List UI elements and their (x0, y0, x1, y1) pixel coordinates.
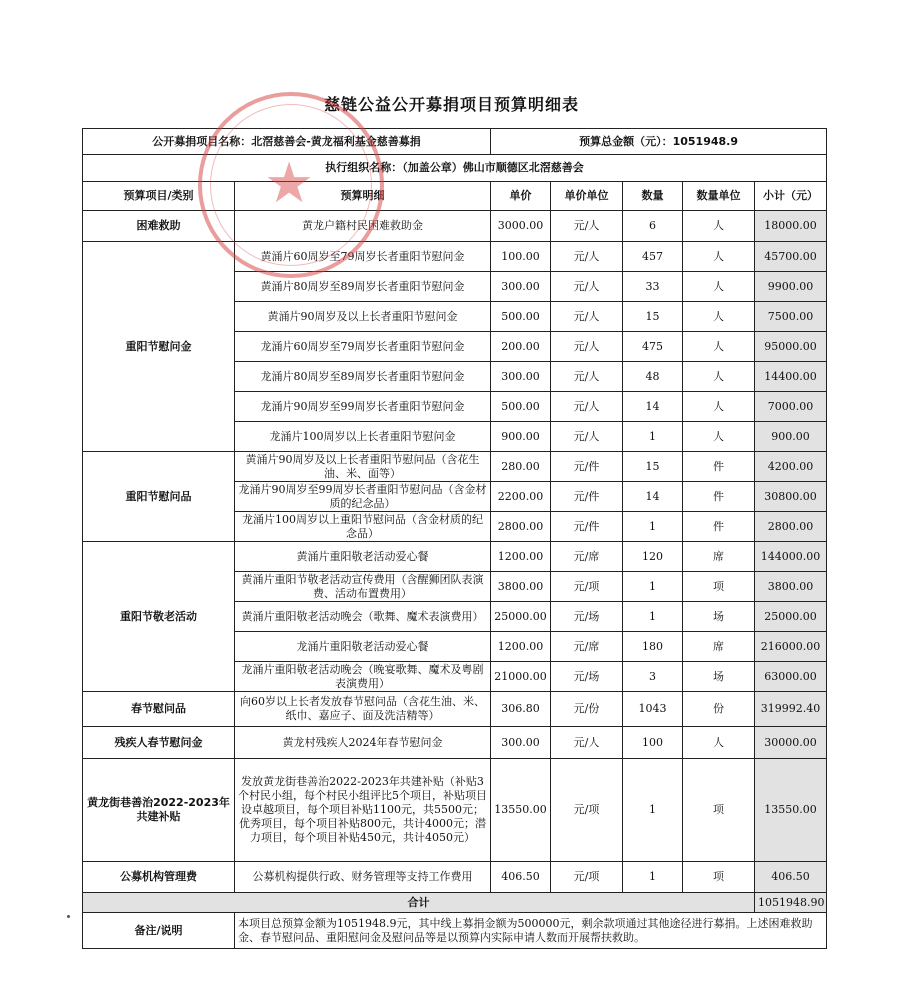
category-cell: 困难救助 (83, 211, 235, 242)
price-unit-cell: 元/席 (551, 542, 623, 572)
price-unit-cell: 元/人 (551, 332, 623, 362)
detail-cell: 黄涌片重阳节敬老活动宣传费用（含醒狮团队表演费、活动布置费用） (235, 572, 491, 602)
detail-cell: 发放黄龙街巷善治2022-2023年共建补贴（补贴3个村民小组，每个村民小组评比5个项目，补贴项目设卓越项目，每个项目补贴1100元，共5500元；优秀项目，每个项目补贴800元，共计4000元；潜力项目，每个项目补贴450元，共计4050元） (235, 759, 491, 862)
subtotal-cell: 4200.00 (755, 452, 827, 482)
detail-cell: 龙涌片80周岁至89周岁长者重阳节慰问金 (235, 362, 491, 392)
price-cell: 300.00 (491, 272, 551, 302)
quantity-cell: 180 (623, 632, 683, 662)
quantity-unit-cell: 人 (683, 727, 755, 759)
subtotal-cell: 319992.40 (755, 692, 827, 727)
subtotal-cell: 45700.00 (755, 242, 827, 272)
page-title: 慈链公益公开募捐项目预算明细表 (323, 95, 579, 114)
executor-row (83, 155, 827, 182)
price-unit-cell: 元/件 (551, 452, 623, 482)
price-cell: 100.00 (491, 242, 551, 272)
category-cell: 残疾人春节慰问金 (83, 727, 235, 759)
price-cell: 500.00 (491, 302, 551, 332)
price-cell: 300.00 (491, 362, 551, 392)
category-cell: 重阳节慰问金 (83, 242, 235, 452)
quantity-unit-cell: 人 (683, 392, 755, 422)
price-unit-cell: 元/件 (551, 512, 623, 542)
scan-speck (67, 915, 70, 918)
quantity-unit-cell: 场 (683, 602, 755, 632)
detail-cell: 黄涌片80周岁至89周岁长者重阳节慰问金 (235, 272, 491, 302)
table-row (83, 452, 827, 482)
price-cell: 500.00 (491, 392, 551, 422)
subtotal-cell: 144000.00 (755, 542, 827, 572)
header-quantity: 数量 (623, 182, 683, 211)
price-unit-cell: 元/件 (551, 482, 623, 512)
project-info-row (83, 129, 827, 155)
quantity-cell: 33 (623, 272, 683, 302)
subtotal-cell: 13550.00 (755, 759, 827, 862)
detail-cell: 黄涌片重阳敬老活动晚会（歌舞、魔术表演费用） (235, 602, 491, 632)
quantity-cell: 1 (623, 572, 683, 602)
price-cell: 2800.00 (491, 512, 551, 542)
notes-label: 备注/说明 (83, 913, 235, 949)
quantity-cell: 14 (623, 482, 683, 512)
subtotal-cell: 406.50 (755, 862, 827, 893)
quantity-cell: 1 (623, 512, 683, 542)
total-budget: 预算总金额（元）：1051948.9 (491, 129, 827, 155)
detail-cell: 龙涌片90周岁至99周岁长者重阳节慰问品（含金材质的纪念品） (235, 482, 491, 512)
price-unit-cell: 元/场 (551, 662, 623, 692)
total-label: 合计 (83, 893, 755, 913)
quantity-cell: 48 (623, 362, 683, 392)
detail-cell: 龙涌片100周岁以上重阳节慰问品（含金材质的纪念品） (235, 512, 491, 542)
price-unit-cell: 元/人 (551, 362, 623, 392)
quantity-unit-cell: 件 (683, 512, 755, 542)
header-price: 单价 (491, 182, 551, 211)
quantity-cell: 14 (623, 392, 683, 422)
quantity-cell: 1 (623, 759, 683, 862)
price-cell: 2200.00 (491, 482, 551, 512)
quantity-cell: 100 (623, 727, 683, 759)
price-cell: 406.50 (491, 862, 551, 893)
notes-text: 本项目总预算金额为1051948.9元，其中线上募捐金额为500000元，剩余款项通过其他途径进行募捐。上述困难救助金、春节慰问品、重阳慰问金及慰问品等是以预算内实际申请人数而开展帮扶救助。 (235, 913, 827, 949)
category-cell: 重阳节慰问品 (83, 452, 235, 542)
detail-cell: 黄龙村残疾人2024年春节慰问金 (235, 727, 491, 759)
detail-cell: 向60岁以上长者发放春节慰问品（含花生油、米、纸巾、嘉应子、面及洗洁精等） (235, 692, 491, 727)
subtotal-cell: 30800.00 (755, 482, 827, 512)
table-row (83, 542, 827, 572)
quantity-unit-cell: 场 (683, 662, 755, 692)
price-unit-cell: 元/场 (551, 602, 623, 632)
category-cell: 公募机构管理费 (83, 862, 235, 893)
quantity-unit-cell: 人 (683, 302, 755, 332)
quantity-cell: 1 (623, 602, 683, 632)
quantity-unit-cell: 项 (683, 759, 755, 862)
price-unit-cell: 元/人 (551, 211, 623, 242)
detail-cell: 龙涌片重阳敬老活动爱心餐 (235, 632, 491, 662)
price-cell: 900.00 (491, 422, 551, 452)
quantity-cell: 457 (623, 242, 683, 272)
detail-cell: 黄涌片60周岁至79周岁长者重阳节慰问金 (235, 242, 491, 272)
header-quantity-unit: 数量单位 (683, 182, 755, 211)
quantity-unit-cell: 人 (683, 422, 755, 452)
price-cell: 21000.00 (491, 662, 551, 692)
subtotal-cell: 63000.00 (755, 662, 827, 692)
detail-cell: 黄涌片90周岁及以上长者重阳节慰问品（含花生油、米、面等） (235, 452, 491, 482)
price-unit-cell: 元/项 (551, 862, 623, 893)
price-unit-cell: 元/人 (551, 727, 623, 759)
quantity-cell: 6 (623, 211, 683, 242)
price-cell: 280.00 (491, 452, 551, 482)
subtotal-cell: 9900.00 (755, 272, 827, 302)
quantity-unit-cell: 人 (683, 242, 755, 272)
table-row (83, 759, 827, 862)
quantity-cell: 3 (623, 662, 683, 692)
detail-cell: 黄龙户籍村民困难救助金 (235, 211, 491, 242)
header-category: 预算项目/类别 (83, 182, 235, 211)
table-row (83, 692, 827, 727)
subtotal-cell: 3800.00 (755, 572, 827, 602)
price-cell: 200.00 (491, 332, 551, 362)
quantity-cell: 1043 (623, 692, 683, 727)
quantity-unit-cell: 人 (683, 211, 755, 242)
price-unit-cell: 元/项 (551, 759, 623, 862)
seal-star-icon: ★ (264, 151, 315, 216)
quantity-cell: 1 (623, 862, 683, 893)
header-row (83, 182, 827, 211)
quantity-cell: 1 (623, 422, 683, 452)
quantity-unit-cell: 席 (683, 542, 755, 572)
detail-cell: 黄涌片重阳敬老活动爱心餐 (235, 542, 491, 572)
subtotal-cell: 95000.00 (755, 332, 827, 362)
budget-table (82, 128, 827, 949)
quantity-unit-cell: 人 (683, 332, 755, 362)
category-cell: 春节慰问品 (83, 692, 235, 727)
header-price-unit: 单价单位 (551, 182, 623, 211)
subtotal-cell: 25000.00 (755, 602, 827, 632)
subtotal-cell: 30000.00 (755, 727, 827, 759)
subtotal-cell: 216000.00 (755, 632, 827, 662)
detail-cell: 龙涌片60周岁至79周岁长者重阳节慰问金 (235, 332, 491, 362)
category-cell: 重阳节敬老活动 (83, 542, 235, 692)
price-cell: 3800.00 (491, 572, 551, 602)
header-subtotal: 小计（元） (755, 182, 827, 211)
subtotal-cell: 2800.00 (755, 512, 827, 542)
price-cell: 300.00 (491, 727, 551, 759)
price-unit-cell: 元/人 (551, 392, 623, 422)
subtotal-cell: 7000.00 (755, 392, 827, 422)
subtotal-cell: 900.00 (755, 422, 827, 452)
table-row (83, 242, 827, 272)
price-cell: 13550.00 (491, 759, 551, 862)
quantity-cell: 120 (623, 542, 683, 572)
subtotal-cell: 7500.00 (755, 302, 827, 332)
table-row (83, 862, 827, 893)
quantity-unit-cell: 项 (683, 862, 755, 893)
quantity-unit-cell: 人 (683, 362, 755, 392)
price-unit-cell: 元/人 (551, 242, 623, 272)
detail-cell: 龙涌片90周岁至99周岁长者重阳节慰问金 (235, 392, 491, 422)
total-value: 1051948.90 (755, 893, 827, 913)
detail-cell: 黄涌片90周岁及以上长者重阳节慰问金 (235, 302, 491, 332)
subtotal-cell: 18000.00 (755, 211, 827, 242)
price-cell: 306.80 (491, 692, 551, 727)
price-unit-cell: 元/项 (551, 572, 623, 602)
quantity-unit-cell: 件 (683, 482, 755, 512)
price-unit-cell: 元/人 (551, 302, 623, 332)
header-detail: 预算明细 (235, 182, 491, 211)
price-unit-cell: 元/份 (551, 692, 623, 727)
detail-cell: 龙涌片100周岁以上长者重阳节慰问金 (235, 422, 491, 452)
table-row (83, 727, 827, 759)
table-row (83, 211, 827, 242)
quantity-unit-cell: 份 (683, 692, 755, 727)
quantity-cell: 475 (623, 332, 683, 362)
price-unit-cell: 元/人 (551, 422, 623, 452)
price-cell: 1200.00 (491, 632, 551, 662)
quantity-unit-cell: 人 (683, 272, 755, 302)
executor-name: 执行组织名称：（加盖公章）佛山市顺德区北滘慈善会 (83, 155, 827, 182)
price-unit-cell: 元/人 (551, 272, 623, 302)
project-name: 公开募捐项目名称：北滘慈善会-黄龙福利基金慈善募捐 (83, 129, 491, 155)
subtotal-cell: 14400.00 (755, 362, 827, 392)
price-cell: 1200.00 (491, 542, 551, 572)
notes-row (83, 913, 827, 949)
quantity-unit-cell: 件 (683, 452, 755, 482)
total-row (83, 893, 827, 913)
budget-table-body (83, 129, 827, 949)
quantity-cell: 15 (623, 452, 683, 482)
quantity-cell: 15 (623, 302, 683, 332)
price-unit-cell: 元/席 (551, 632, 623, 662)
price-cell: 3000.00 (491, 211, 551, 242)
category-cell: 黄龙街巷善治2022-2023年共建补贴 (83, 759, 235, 862)
price-cell: 25000.00 (491, 602, 551, 632)
quantity-unit-cell: 席 (683, 632, 755, 662)
detail-cell: 公募机构提供行政、财务管理等支持工作费用 (235, 862, 491, 893)
quantity-unit-cell: 项 (683, 572, 755, 602)
detail-cell: 龙涌片重阳敬老活动晚会（晚宴歌舞、魔术及粤剧表演费用） (235, 662, 491, 692)
